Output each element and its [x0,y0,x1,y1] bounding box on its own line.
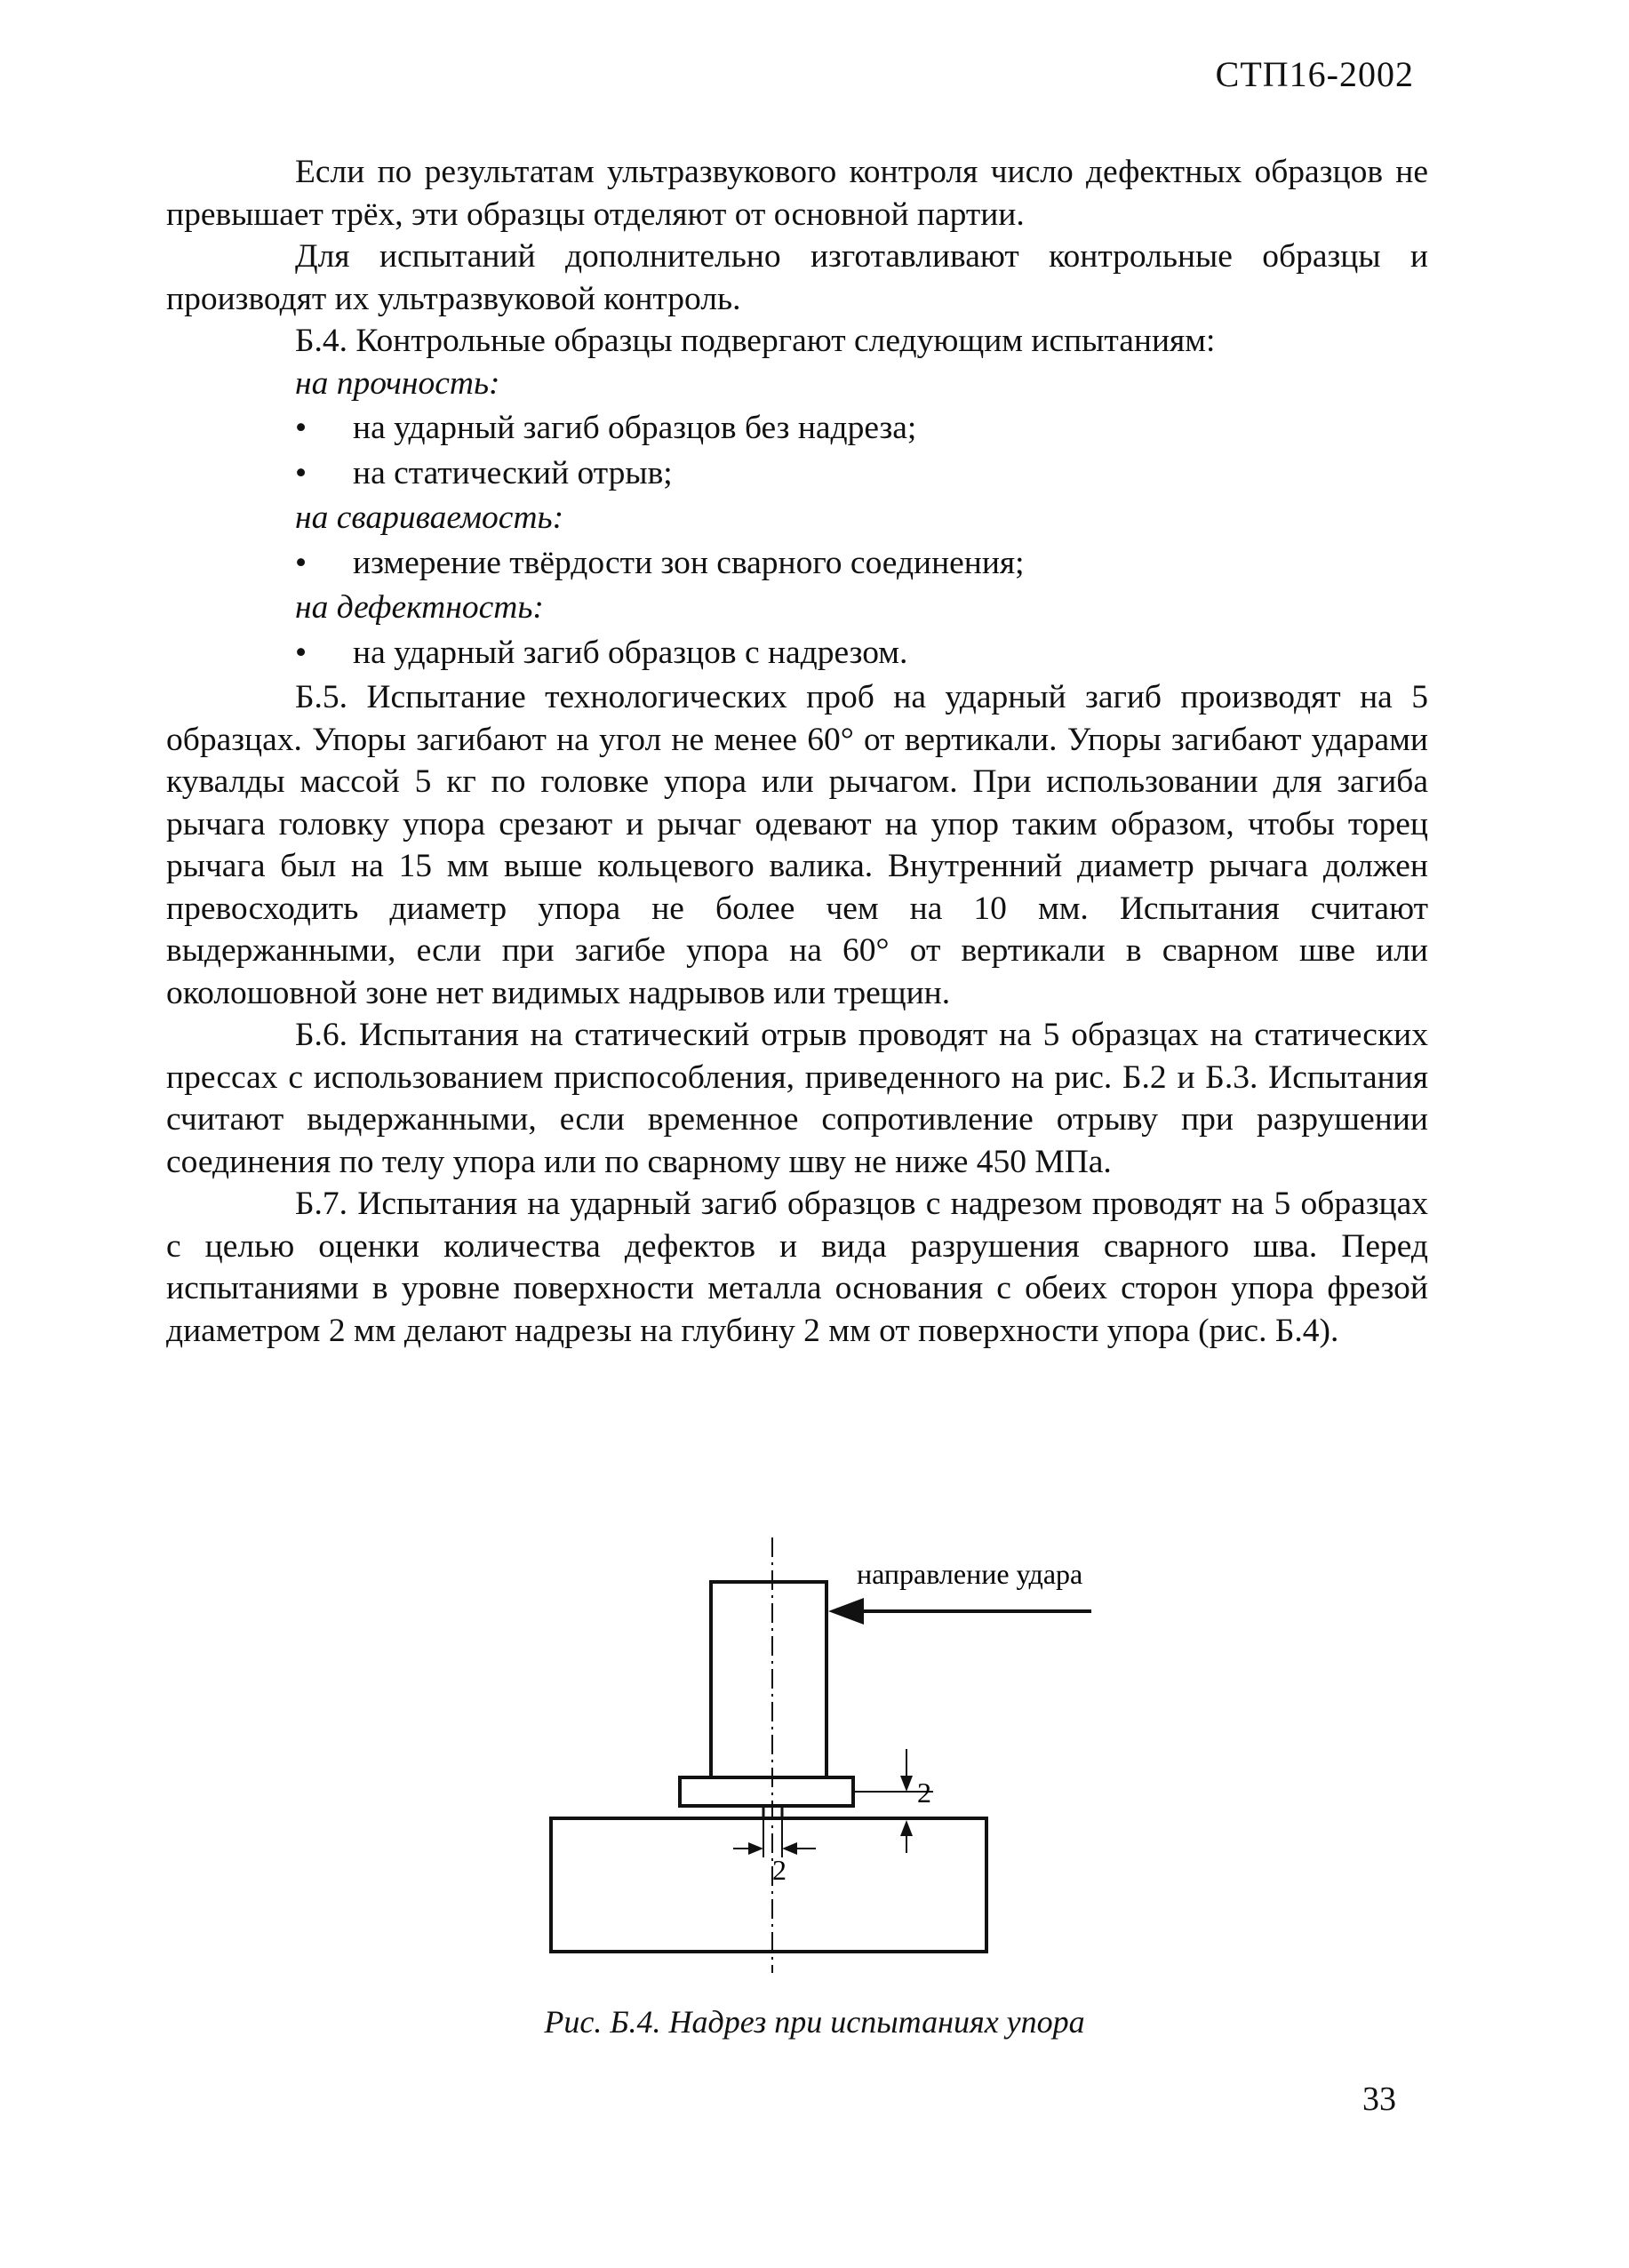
paragraph-control-samples: Для испытаний дополнительно изготавливают контрольные образцы и производят их ультразвуковой контроль. [166,238,1428,317]
figure-caption: Рис. Б.4. Надрез при испытаниях упора [544,2004,1085,2040]
impact-arrow-head-icon [828,1598,864,1625]
bullet-icon: • [295,454,307,491]
document-code: СТП16-2002 [1215,54,1414,94]
paragraph-b7: Б.7. Испытания на ударный загиб образцов с надрезом проводят на 5 образцах с целью оценки количества дефектов и вида разрушения сварного шва. Перед испытаниями в уровне поверхности металла основания с обеих сторон упора фрезой диаметром 2 мм делают надрезы на глубину 2 мм от поверхности упора (рис. Б.4). [166,1186,1428,1349]
dim-vertical-value: 2 [917,1777,931,1809]
bullet-icon: • [295,544,307,581]
weld-collar [680,1777,853,1806]
subheading-defectiveness: на дефектность: [295,589,544,626]
page-number: 33 [1362,2080,1396,2118]
figure-notch-diagram [515,1520,1138,1982]
list-item [166,542,1428,585]
bullet-icon: • [295,410,307,446]
subheading-weldability: на свариваемость: [295,499,564,536]
paragraph-b4: Б.4. Контрольные образцы подвергают следующим испытаниям: [295,323,1216,359]
dim-arrow-left-icon [782,1842,797,1855]
base-plate [551,1818,986,1952]
list-item [166,407,1428,450]
bullet-icon: • [295,634,307,671]
impact-direction-label: направление удара [857,1558,1083,1590]
list-item-text: измерение твёрдости зон сварного соединения; [353,544,1025,581]
paragraph-b5: Б.5. Испытание технологических проб на ударный загиб производят на 5 образцах. Упоры загибают на угол не менее 60° от вертикали. Упоры загибают ударами кувалды массой 5 кг по головке упора или рычагом. При использовании для загиба рычага головку упора срезают и рычаг одевают на упор таким образом, чтобы торец рычага был на 15 мм выше кольцевого валика. Внутренний диаметр рычага должен превосходить диаметр упора не более чем на 10 мм. Испытания считают выдержанными, если при загибе упора на 60° от вертикали в сварном шве или околошовной зоне нет видимых надрывов или трещин. [166,679,1428,1011]
list-item-text: на ударный загиб образцов без надреза; [353,410,917,446]
dim-arrow-up-icon [900,1820,913,1836]
dim-arrow-right-icon [748,1842,763,1855]
paragraph-b6: Б.6. Испытания на статический отрыв проводят на 5 образцах на статических прессах с использованием приспособления, приведенного на рис. Б.2 и Б.3. Испытания считают выдержанными, если временное сопротивление отрыву при разрушении соединения по телу упора или по сварному шву не ниже 450 МПа. [166,1017,1428,1180]
list-item-text: на статический отрыв; [353,454,673,491]
dim-horizontal-value: 2 [772,1854,787,1886]
subheading-strength: на прочность: [295,364,500,402]
dim-arrow-down-icon [900,1776,913,1792]
list-item [166,452,1428,495]
paragraph-defects: Если по результатам ультразвукового контроля число дефектных образцов не превышает трёх, эти образцы отделяют от основной партии. [166,154,1428,233]
list-item-text: на ударный загиб образцов с надрезом. [353,634,908,671]
stud-body [711,1582,826,1777]
body-text [166,151,1428,1352]
list-item [166,632,1428,675]
